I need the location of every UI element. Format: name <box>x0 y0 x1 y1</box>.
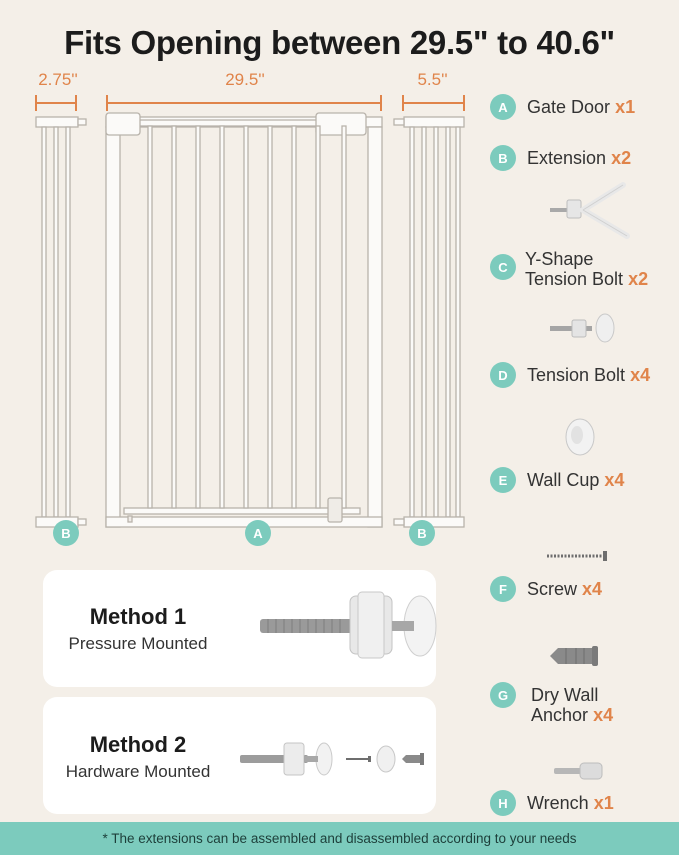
badge-right-extension: B <box>409 520 435 546</box>
dimension-center-label: 29.5'' <box>225 70 265 89</box>
y-shape-bolt-icon <box>545 180 645 240</box>
method-1-subtitle: Pressure Mounted <box>68 634 208 653</box>
wrench-icon <box>552 759 608 783</box>
part-label: Wall Cup x4 <box>527 470 625 490</box>
wall-cup-icon <box>560 417 600 457</box>
dimension-left-label: 2.75'' <box>38 70 78 89</box>
part-label: Dry Wall Anchor x4 <box>531 685 614 725</box>
drywall-anchor-icon <box>548 644 608 668</box>
part-label: Gate Door x1 <box>527 97 636 117</box>
method-2-card <box>43 697 436 814</box>
pressure-mount-bolt-icon <box>258 588 448 668</box>
part-badge: F <box>490 576 516 602</box>
part-label: Screw x4 <box>527 579 603 599</box>
part-label: Wrench x1 <box>527 793 614 813</box>
part-label: Extension x2 <box>527 148 632 168</box>
dimension-right-label: 5.5'' <box>417 70 448 89</box>
method-2-subtitle: Hardware Mounted <box>65 762 211 781</box>
part-badge: H <box>490 790 516 816</box>
hardware-mount-parts-icon <box>240 733 430 793</box>
page-title: Fits Opening between 29.5" to 40.6" <box>64 24 615 61</box>
part-badge: A <box>490 94 516 120</box>
footer-note: * The extensions can be assembled and disassembled according to your needs <box>0 822 679 855</box>
part-label: Tension Bolt x4 <box>527 365 651 385</box>
tension-bolt-icon <box>550 312 620 348</box>
part-badge: G <box>490 682 516 708</box>
part-badge: B <box>490 145 516 171</box>
part-badge: E <box>490 467 516 493</box>
method-1-card <box>43 570 436 687</box>
badge-gate-door: A <box>245 520 271 546</box>
part-badge: C <box>490 254 516 280</box>
method-1-title: Method 1 <box>89 604 187 629</box>
part-label: Y-Shape Tension Bolt x2 <box>525 249 649 289</box>
screw-icon <box>545 549 615 563</box>
method-2-title: Method 2 <box>89 732 187 757</box>
badge-left-extension: B <box>53 520 79 546</box>
part-badge: D <box>490 362 516 388</box>
